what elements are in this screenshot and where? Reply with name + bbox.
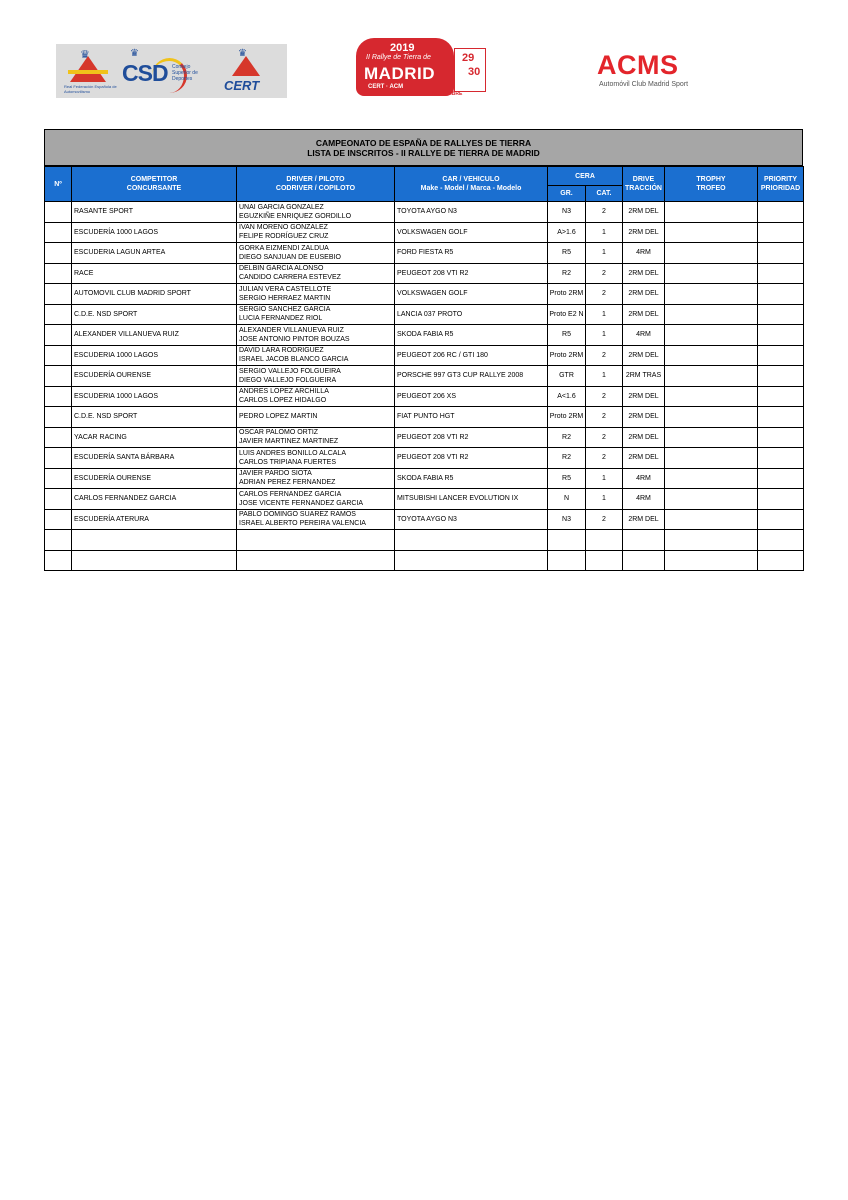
cell-driver-codriver bbox=[237, 386, 395, 407]
cell-group: Proto 2RM bbox=[548, 345, 586, 366]
cell-group: Proto E2 N bbox=[548, 304, 586, 325]
cell-drive bbox=[623, 530, 665, 551]
cell-trophy bbox=[665, 366, 758, 387]
cell-driver-codriver bbox=[237, 243, 395, 264]
title-line-2: LISTA DE INSCRITOS - II RALLYE DE TIERRA DE MADRID bbox=[307, 148, 540, 158]
cell-car bbox=[395, 530, 548, 551]
cell-trophy bbox=[665, 284, 758, 305]
cell-number bbox=[45, 222, 72, 243]
cell-number bbox=[45, 284, 72, 305]
cell-competitor: RACE bbox=[72, 263, 237, 284]
cell-priority bbox=[758, 325, 804, 346]
cell-priority bbox=[758, 468, 804, 489]
cell-driver-codriver bbox=[237, 509, 395, 530]
cell-group: R2 bbox=[548, 448, 586, 469]
cell-group: A<1.6 bbox=[548, 386, 586, 407]
cell-codriver: CARLOS LOPEZ HIDALGO bbox=[239, 397, 327, 405]
cell-category: 2 bbox=[586, 202, 623, 223]
cell-number bbox=[45, 489, 72, 510]
cell-driver: JAVIER PARDO SIOTA bbox=[239, 470, 312, 478]
cell-drive: 2RM DEL bbox=[623, 263, 665, 284]
rally-day-2: 30 bbox=[468, 66, 481, 78]
cell-trophy bbox=[665, 263, 758, 284]
cell-group bbox=[548, 530, 586, 551]
header-driver bbox=[237, 167, 395, 202]
entry-rows bbox=[45, 202, 804, 571]
cell-codriver: EGUZKIÑE ENRIQUEZ GORDILLO bbox=[239, 212, 352, 220]
cell-category: 2 bbox=[586, 407, 623, 428]
cell-number bbox=[45, 243, 72, 264]
rally-madrid-logo bbox=[356, 38, 484, 98]
cell-category: 2 bbox=[586, 386, 623, 407]
cell-competitor: ESCUDERÍA OURENSE bbox=[72, 366, 237, 387]
cell-priority bbox=[758, 550, 804, 571]
rally-city: MADRID bbox=[364, 64, 435, 83]
cell-category bbox=[586, 530, 623, 551]
cell-competitor: ESCUDERÍA OURENSE bbox=[72, 468, 237, 489]
acms-logo bbox=[597, 50, 707, 92]
cell-group: R5 bbox=[548, 468, 586, 489]
cell-drive: 2RM DEL bbox=[623, 386, 665, 407]
cell-number bbox=[45, 325, 72, 346]
header-priority bbox=[758, 167, 804, 202]
cell-competitor: CARLOS FERNANDEZ GARCIA bbox=[72, 489, 237, 510]
rfeda-a-shape bbox=[70, 56, 106, 82]
crown-icon: ♛ bbox=[130, 48, 139, 59]
cell-priority bbox=[758, 407, 804, 428]
cell-group: R2 bbox=[548, 263, 586, 284]
header-car-en: CAR / VEHICULO bbox=[442, 176, 500, 183]
cert-logo bbox=[216, 48, 276, 94]
table-row bbox=[45, 304, 804, 325]
cell-car: PORSCHE 997 GT3 CUP RALLYE 2008 bbox=[395, 366, 548, 387]
cell-number bbox=[45, 407, 72, 428]
cell-group: R5 bbox=[548, 325, 586, 346]
table-row bbox=[45, 263, 804, 284]
table-row bbox=[45, 530, 804, 551]
table-row bbox=[45, 448, 804, 469]
cell-driver: ALEXANDER VILLANUEVA RUIZ bbox=[239, 326, 344, 334]
cell-category: 1 bbox=[586, 243, 623, 264]
cell-priority bbox=[758, 366, 804, 387]
cell-drive: 2RM DEL bbox=[623, 509, 665, 530]
cell-competitor: RASANTE SPORT bbox=[72, 202, 237, 223]
cell-priority bbox=[758, 386, 804, 407]
header-priority-en: PRIORITY bbox=[763, 176, 798, 183]
cell-drive: 2RM DEL bbox=[623, 345, 665, 366]
cell-driver: DAVID LARA RODRIGUEZ bbox=[239, 347, 324, 355]
cell-number bbox=[45, 468, 72, 489]
cell-trophy bbox=[665, 489, 758, 510]
cell-trophy bbox=[665, 407, 758, 428]
cell-drive: 2RM DEL bbox=[623, 284, 665, 305]
header-drive bbox=[623, 167, 665, 202]
title-line-1: CAMPEONATO DE ESPAÑA DE RALLYES DE TIERRA bbox=[315, 138, 532, 148]
cell-trophy bbox=[665, 304, 758, 325]
cell-number bbox=[45, 550, 72, 571]
cell-drive: 2RM DEL bbox=[623, 202, 665, 223]
entry-list-sheet bbox=[44, 129, 803, 571]
cell-trophy bbox=[665, 325, 758, 346]
cell-car: FORD FIESTA R5 bbox=[395, 243, 548, 264]
header-number: Nº bbox=[45, 167, 72, 202]
cell-competitor: ESCUDERÍA SANTA BÁRBARA bbox=[72, 448, 237, 469]
cell-car: PEUGEOT 206 XS bbox=[395, 386, 548, 407]
cell-driver: ANDRES LOPEZ ARCHILLA bbox=[239, 388, 329, 396]
cell-driver: PEDRO LOPEZ MARTIN bbox=[239, 413, 318, 421]
cell-driver-codriver bbox=[237, 222, 395, 243]
cell-driver: SERGIO SANCHEZ GARCIA bbox=[239, 306, 331, 314]
header-driver-es: CODRIVER / COPILOTO bbox=[275, 185, 356, 192]
cell-drive: 2RM DEL bbox=[623, 304, 665, 325]
rally-month: NOVIEMBRE bbox=[432, 91, 463, 97]
cell-trophy bbox=[665, 202, 758, 223]
cell-group: Proto 2RM bbox=[548, 284, 586, 305]
cell-driver-codriver bbox=[237, 345, 395, 366]
header-car-es: Make - Model / Marca - Modelo bbox=[420, 185, 522, 192]
cell-category: 2 bbox=[586, 284, 623, 305]
cell-car: LANCIA 037 PROTO bbox=[395, 304, 548, 325]
cell-trophy bbox=[665, 509, 758, 530]
cell-codriver: JOSE VICENTE FERNANDEZ GARCIA bbox=[239, 499, 364, 507]
cell-driver-codriver bbox=[237, 530, 395, 551]
cell-driver: OSCAR PALOMO ORTIZ bbox=[239, 429, 319, 437]
cell-competitor: YACAR RACING bbox=[72, 427, 237, 448]
header-trophy-es: TROFEO bbox=[696, 185, 726, 192]
header-trophy-en: TROPHY bbox=[696, 176, 726, 183]
cell-drive: 4RM bbox=[623, 489, 665, 510]
cell-car: TOYOTA AYGO N3 bbox=[395, 509, 548, 530]
cell-drive: 2RM DEL bbox=[623, 222, 665, 243]
cell-priority bbox=[758, 243, 804, 264]
cell-competitor bbox=[72, 550, 237, 571]
entry-list-title bbox=[44, 129, 803, 166]
cell-driver-codriver bbox=[237, 263, 395, 284]
cell-number bbox=[45, 530, 72, 551]
csd-text: CSD bbox=[122, 60, 168, 86]
cell-drive: 2RM DEL bbox=[623, 448, 665, 469]
cell-category bbox=[586, 550, 623, 571]
table-row bbox=[45, 468, 804, 489]
rally-year: 2019 bbox=[390, 42, 415, 54]
cell-priority bbox=[758, 263, 804, 284]
cell-codriver: ISRAEL JACOB BLANCO GARCIA bbox=[239, 356, 349, 364]
header-competitor bbox=[72, 167, 237, 202]
header-priority-es: PRIORIDAD bbox=[760, 185, 801, 192]
cell-number bbox=[45, 304, 72, 325]
table-row bbox=[45, 202, 804, 223]
cell-competitor: AUTOMOVIL CLUB MADRID SPORT bbox=[72, 284, 237, 305]
cell-number bbox=[45, 427, 72, 448]
header-drive-es: TRACCIÓN bbox=[625, 185, 662, 192]
entry-list-table bbox=[44, 166, 804, 571]
cell-codriver: JOSE ANTONIO PINTOR BOUZAS bbox=[239, 335, 350, 343]
cell-driver: GORKA EIZMENDI ZALDUA bbox=[239, 244, 329, 252]
table-row bbox=[45, 284, 804, 305]
table-row bbox=[45, 366, 804, 387]
rally-sponsor: CERT · ACM bbox=[368, 84, 404, 90]
cell-category: 1 bbox=[586, 468, 623, 489]
cell-drive: 4RM bbox=[623, 468, 665, 489]
header-car bbox=[395, 167, 548, 202]
cell-car: PEUGEOT 208 VTI R2 bbox=[395, 263, 548, 284]
cell-trophy bbox=[665, 550, 758, 571]
cell-driver: CARLOS FERNANDEZ GARCIA bbox=[239, 490, 342, 498]
table-row bbox=[45, 386, 804, 407]
cell-driver-codriver bbox=[237, 284, 395, 305]
table-row bbox=[45, 550, 804, 571]
table-row bbox=[45, 345, 804, 366]
table-row bbox=[45, 489, 804, 510]
cell-car: VOLKSWAGEN GOLF bbox=[395, 222, 548, 243]
rfeda-bar-shape bbox=[68, 70, 108, 74]
cell-car: MITSUBISHI LANCER EVOLUTION IX bbox=[395, 489, 548, 510]
cell-driver-codriver bbox=[237, 304, 395, 325]
cell-priority bbox=[758, 530, 804, 551]
cell-number bbox=[45, 509, 72, 530]
cell-trophy bbox=[665, 530, 758, 551]
cell-competitor: C.D.E. NSD SPORT bbox=[72, 407, 237, 428]
cert-text: CERT bbox=[224, 78, 260, 93]
cell-driver-codriver bbox=[237, 325, 395, 346]
cell-car: FIAT PUNTO HGT bbox=[395, 407, 548, 428]
acms-caption: Automóvil Club Madrid Sport bbox=[599, 81, 689, 88]
rally-day-1: 29 bbox=[462, 52, 475, 64]
header-driver-en: DRIVER / PILOTO bbox=[286, 176, 345, 183]
cell-priority bbox=[758, 489, 804, 510]
cell-category: 1 bbox=[586, 304, 623, 325]
cell-priority bbox=[758, 202, 804, 223]
cell-car: SKODA FABIA R5 bbox=[395, 468, 548, 489]
cell-car: VOLKSWAGEN GOLF bbox=[395, 284, 548, 305]
header-category: CAT. bbox=[586, 186, 623, 202]
cell-category: 2 bbox=[586, 263, 623, 284]
cell-competitor: ESCUDERÍA ATERURA bbox=[72, 509, 237, 530]
cell-group: GTR bbox=[548, 366, 586, 387]
table-row bbox=[45, 222, 804, 243]
cell-codriver: ISRAEL ALBERTO PEREIRA VALENCIA bbox=[239, 520, 366, 528]
cell-category: 1 bbox=[586, 489, 623, 510]
acms-text: ACMS bbox=[597, 50, 679, 80]
cell-driver-codriver bbox=[237, 468, 395, 489]
cell-priority bbox=[758, 304, 804, 325]
crown-icon: ♛ bbox=[238, 48, 247, 59]
cell-trophy bbox=[665, 448, 758, 469]
cell-category: 1 bbox=[586, 325, 623, 346]
header-group: GR. bbox=[548, 186, 586, 202]
cell-car: PEUGEOT 206 RC / GTI 180 bbox=[395, 345, 548, 366]
cell-group: Proto 2RM bbox=[548, 407, 586, 428]
cell-competitor: ESCUDERIA 1000 LAGOS bbox=[72, 345, 237, 366]
cell-driver-codriver bbox=[237, 489, 395, 510]
cell-competitor: ESCUDERIA 1000 LAGOS bbox=[72, 386, 237, 407]
rally-subtitle: II Rallye de Tierra de bbox=[366, 54, 431, 61]
cell-group: N3 bbox=[548, 509, 586, 530]
cell-priority bbox=[758, 427, 804, 448]
cell-driver-codriver bbox=[237, 550, 395, 571]
cell-trophy bbox=[665, 222, 758, 243]
crown-icon: ♛ bbox=[80, 49, 90, 61]
table-row bbox=[45, 427, 804, 448]
cell-codriver: CARLOS TRIPIANA FUERTES bbox=[239, 458, 336, 466]
cell-group: A>1.6 bbox=[548, 222, 586, 243]
table-row bbox=[45, 325, 804, 346]
header-cera: CERA bbox=[548, 167, 623, 186]
cell-competitor: ESCUDERIA LAGUN ARTEA bbox=[72, 243, 237, 264]
cell-driver: UNAI GARCIA GONZALEZ bbox=[239, 203, 324, 211]
cell-drive: 4RM bbox=[623, 243, 665, 264]
federation-logos-strip bbox=[56, 44, 287, 98]
cell-number bbox=[45, 386, 72, 407]
cell-drive: 2RM DEL bbox=[623, 427, 665, 448]
rfeda-logo bbox=[64, 48, 117, 94]
cell-number bbox=[45, 202, 72, 223]
cell-driver: IVAN MORENO GONZALEZ bbox=[239, 224, 328, 232]
cell-number bbox=[45, 345, 72, 366]
header-trophy bbox=[665, 167, 758, 202]
csd-logo bbox=[122, 50, 202, 94]
cert-a-shape bbox=[232, 56, 260, 76]
cell-trophy bbox=[665, 427, 758, 448]
cell-number bbox=[45, 263, 72, 284]
cell-driver: PABLO DOMINGO SUAREZ RAMOS bbox=[239, 511, 356, 519]
header-competitor-en: COMPETITOR bbox=[130, 176, 178, 183]
cell-drive bbox=[623, 550, 665, 571]
cell-driver: DELBIN GARCIA ALONSO bbox=[239, 265, 324, 273]
cell-trophy bbox=[665, 468, 758, 489]
header-competitor-es: CONCURSANTE bbox=[126, 185, 182, 192]
cell-trophy bbox=[665, 345, 758, 366]
cell-car bbox=[395, 550, 548, 571]
header-drive-en: DRIVE bbox=[632, 176, 655, 183]
cell-codriver: ADRIAN PEREZ FERNANDEZ bbox=[239, 479, 336, 487]
cell-category: 2 bbox=[586, 427, 623, 448]
table-row bbox=[45, 243, 804, 264]
cell-number bbox=[45, 448, 72, 469]
cell-group: R2 bbox=[548, 427, 586, 448]
csd-caption: Consejo Superior de Deportes bbox=[172, 64, 198, 82]
cell-drive: 2RM DEL bbox=[623, 407, 665, 428]
table-row bbox=[45, 407, 804, 428]
cell-priority bbox=[758, 222, 804, 243]
cell-drive: 2RM TRAS bbox=[623, 366, 665, 387]
cell-driver: JULIAN VERA CASTELLOTE bbox=[239, 285, 332, 293]
cell-codriver: CANDIDO CARRERA ESTEVEZ bbox=[239, 274, 341, 282]
cell-number bbox=[45, 366, 72, 387]
cell-priority bbox=[758, 284, 804, 305]
cell-codriver: LUCIA FERNANDEZ RIOL bbox=[239, 315, 323, 323]
cell-codriver: DIEGO SANJUAN DE EUSEBIO bbox=[239, 253, 341, 261]
cell-driver: LUIS ANDRES BONILLO ALCALA bbox=[239, 449, 346, 457]
cell-car: TOYOTA AYGO N3 bbox=[395, 202, 548, 223]
cell-competitor: ALEXANDER VILLANUEVA RUIZ bbox=[72, 325, 237, 346]
cell-competitor: C.D.E. NSD SPORT bbox=[72, 304, 237, 325]
cell-driver-codriver bbox=[237, 448, 395, 469]
cell-category: 1 bbox=[586, 222, 623, 243]
cell-codriver: FELIPE RODRÍGUEZ CRUZ bbox=[239, 233, 329, 241]
cell-driver-codriver bbox=[237, 202, 395, 223]
cell-driver-codriver bbox=[237, 366, 395, 387]
cell-trophy bbox=[665, 243, 758, 264]
cell-codriver: JAVIER MARTINEZ MARTINEZ bbox=[239, 438, 339, 446]
cell-codriver: DIEGO VALLEJO FOLGUEIRA bbox=[239, 376, 337, 384]
cell-competitor bbox=[72, 530, 237, 551]
cell-category: 1 bbox=[586, 366, 623, 387]
cell-group: R5 bbox=[548, 243, 586, 264]
cell-drive: 4RM bbox=[623, 325, 665, 346]
cell-trophy bbox=[665, 386, 758, 407]
cell-driver: SERGIO VALLEJO FOLGUEIRA bbox=[239, 367, 341, 375]
cell-priority bbox=[758, 345, 804, 366]
cell-car: PEUGEOT 208 VTI R2 bbox=[395, 448, 548, 469]
cell-group: N bbox=[548, 489, 586, 510]
cell-car: SKODA FABIA R5 bbox=[395, 325, 548, 346]
cell-car: PEUGEOT 208 VTI R2 bbox=[395, 427, 548, 448]
cell-driver-codriver bbox=[237, 427, 395, 448]
cell-category: 2 bbox=[586, 448, 623, 469]
table-row bbox=[45, 509, 804, 530]
cell-driver-codriver bbox=[237, 407, 395, 428]
rfeda-caption: Real Federación Española de Automovilismo bbox=[64, 84, 117, 94]
cell-category: 2 bbox=[586, 509, 623, 530]
cell-priority bbox=[758, 509, 804, 530]
cell-codriver: SERGIO HERRAEZ MARTIN bbox=[239, 294, 331, 302]
cell-category: 2 bbox=[586, 345, 623, 366]
cell-group bbox=[548, 550, 586, 571]
cell-competitor: ESCUDERÍA 1000 LAGOS bbox=[72, 222, 237, 243]
cell-group: N3 bbox=[548, 202, 586, 223]
cell-priority bbox=[758, 448, 804, 469]
